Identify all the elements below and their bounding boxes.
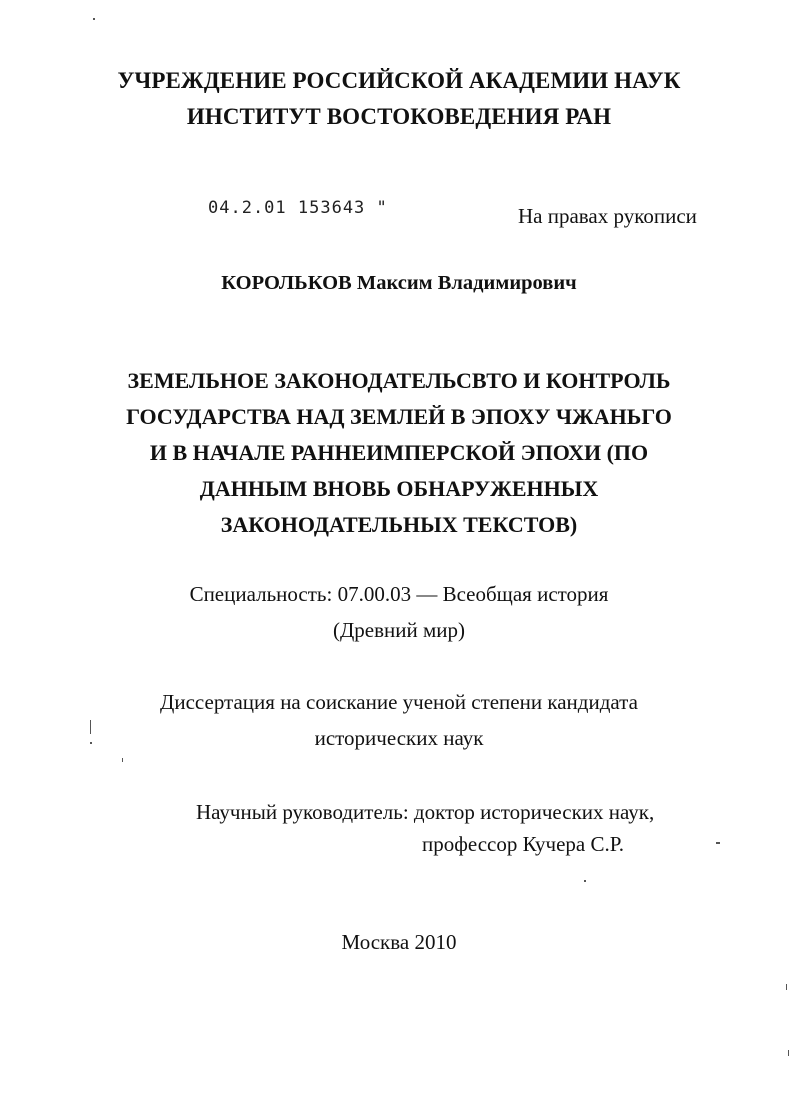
supervisor-line-2: профессор Кучера С.Р. — [422, 832, 625, 856]
title-line-4: ДАННЫМ ВНОВЬ ОБНАРУЖЕННЫХ — [199, 476, 599, 501]
institution-line-1: УЧРЕЖДЕНИЕ РОССИЙСКОЙ АКАДЕМИИ НАУК — [117, 68, 681, 93]
specialty-line-1: Специальность: 07.00.03 — Всеобщая история — [189, 582, 609, 606]
title-line-1: ЗЕМЕЛЬНОЕ ЗАКОНОДАТЕЛЬСВТО И КОНТРОЛЬ — [127, 368, 671, 393]
author-name — [0, 272, 798, 295]
scan-speck — [93, 18, 95, 20]
scan-speck — [716, 842, 720, 844]
title-line-5: ЗАКОНОДАТЕЛЬНЫХ ТЕКСТОВ) — [220, 512, 578, 537]
catalog-number: 04.2.01 153643 " — [208, 198, 388, 218]
scan-speck — [788, 1050, 789, 1056]
title-line-2: ГОСУДАРСТВА НАД ЗЕМЛЕЙ В ЭПОХУ ЧЖАНЬГО — [126, 404, 672, 429]
scan-speck — [90, 742, 92, 744]
dissertation-line-1: Диссертация на соискание ученой степени кандидата — [160, 690, 638, 714]
scan-speck — [584, 880, 586, 882]
rights-note: На правах рукописи — [518, 204, 697, 228]
institution-line-2: ИНСТИТУТ ВОСТОКОВЕДЕНИЯ РАН — [186, 104, 612, 129]
supervisor-line-1: Научный руководитель: доктор исторических наук, — [196, 800, 655, 824]
author-surname: КОРОЛЬКОВ — [221, 272, 352, 294]
city-year: Москва 2010 — [341, 930, 457, 954]
scan-speck — [90, 720, 91, 734]
scan-speck — [122, 758, 123, 762]
specialty-line-2: (Древний мир) — [332, 618, 466, 642]
title-line-3: И В НАЧАЛЕ РАННЕИМПЕРСКОЙ ЭПОХИ (ПО — [149, 440, 649, 465]
scan-speck — [786, 984, 787, 990]
author-given-names: Максим Владимирович — [356, 272, 577, 294]
dissertation-line-2: исторических наук — [314, 726, 484, 750]
